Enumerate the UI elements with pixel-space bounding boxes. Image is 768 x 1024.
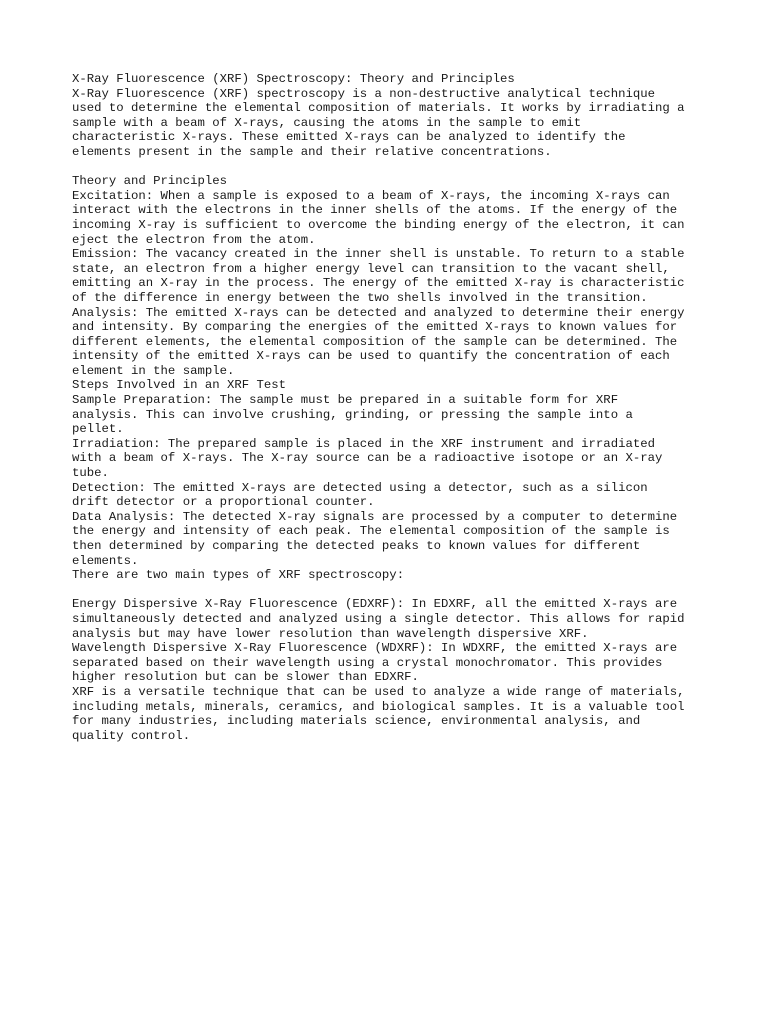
excitation-line: incoming X-ray is sufficient to overcome the binding energy of the electron, it can [72, 217, 685, 232]
excitation-line: interact with the electrons in the inner shells of the atoms. If the energy of the [72, 203, 678, 218]
section-heading-theory: Theory and Principles [72, 174, 227, 189]
wdxrf-line: separated based on their wavelength using a crystal monochromator. This provides [72, 655, 663, 670]
emission-line: Emission: The vacancy created in the inner shell is unstable. To return to a stable [72, 247, 685, 262]
conclusion-line: for many industries, including materials science, environmental analysis, and [72, 714, 641, 729]
excitation-line: eject the electron from the atom. [72, 232, 316, 247]
emission-line: emitting an X-ray in the process. The energy of the emitted X-ray is characteristic [72, 276, 685, 291]
intro-line: elements present in the sample and their relative concentrations. [72, 144, 552, 159]
intro-line: X-Ray Fluorescence (XRF) spectroscopy is a non-destructive analytical technique [72, 86, 655, 101]
intro-line: used to determine the elemental composition of materials. It works by irradiating a [72, 101, 685, 116]
data-analysis-line: then determined by comparing the detected peaks to known values for different [72, 539, 641, 553]
sample-preparation-line: pellet. [72, 422, 124, 437]
excitation-line: Excitation: When a sample is exposed to a beam of X-rays, the incoming X-rays can [72, 188, 670, 203]
irradiation-line: tube. [72, 466, 109, 481]
sample-preparation-line: analysis. This can involve crushing, grinding, or pressing the sample into a [72, 407, 633, 422]
conclusion-line: quality control. [72, 728, 191, 743]
data-analysis-line: elements. [72, 553, 139, 568]
data-analysis-line: Data Analysis: The detected X-ray signals are processed by a computer to determine [72, 509, 678, 524]
analysis-line: different elements, the elemental composition of the sample can be determined. The [72, 334, 678, 349]
intro-line: characteristic X-rays. These emitted X-rays can be analyzed to identify the [72, 130, 626, 145]
edxrf-line: analysis but may have lower resolution than wavelength dispersive XRF. [72, 626, 589, 641]
sample-preparation-line: Sample Preparation: The sample must be prepared in a suitable form for XRF [72, 393, 619, 408]
data-analysis-line: the energy and intensity of each peak. The elemental composition of the sample is [72, 524, 670, 539]
wdxrf-line: higher resolution but can be slower than EDXRF. [72, 670, 419, 685]
detection-line: drift detector or a proportional counter. [72, 495, 375, 510]
analysis-line: Analysis: The emitted X-rays can be detected and analyzed to determine their energy [72, 305, 685, 320]
conclusion-line: XRF is a versatile technique that can be used to analyze a wide range of materials, [72, 684, 685, 699]
edxrf-line: Energy Dispersive X-Ray Fluorescence (EDXRF): In EDXRF, all the emitted X-rays are [72, 597, 678, 612]
document-title: X-Ray Fluorescence (XRF) Spectroscopy: Theory and Principles [72, 72, 515, 86]
irradiation-line: Irradiation: The prepared sample is placed in the XRF instrument and irradiated [72, 436, 655, 451]
analysis-line: element in the sample. [72, 363, 235, 378]
blank-line [72, 160, 712, 175]
types-intro-line: There are two main types of XRF spectroscopy: [72, 568, 405, 583]
irradiation-line: with a beam of X-rays. The X-ray source can be a radioactive isotope or an X-ray [72, 451, 663, 466]
section-heading-steps: Steps Involved in an XRF Test [72, 378, 287, 393]
conclusion-line: including metals, minerals, ceramics, and biological samples. It is a valuable tool [72, 699, 685, 714]
edxrf-line: simultaneously detected and analyzed using a single detector. This allows for rapid [72, 611, 685, 626]
detection-line: Detection: The emitted X-rays are detected using a detector, such as a silicon [72, 480, 648, 495]
intro-line: sample with a beam of X-rays, causing the atoms in the sample to emit [72, 115, 582, 130]
document-body [72, 72, 712, 743]
emission-line: of the difference in energy between the two shells involved in the transition. [72, 290, 648, 305]
wdxrf-line: Wavelength Dispersive X-Ray Fluorescence (WDXRF): In WDXRF, the emitted X-rays are [72, 641, 678, 656]
analysis-line: and intensity. By comparing the energies of the emitted X-rays to known values for [72, 320, 678, 335]
emission-line: state, an electron from a higher energy level can transition to the vacant shell, [72, 261, 670, 276]
blank-line [72, 583, 712, 598]
analysis-line: intensity of the emitted X-rays can be used to quantify the concentration of each [72, 349, 670, 364]
